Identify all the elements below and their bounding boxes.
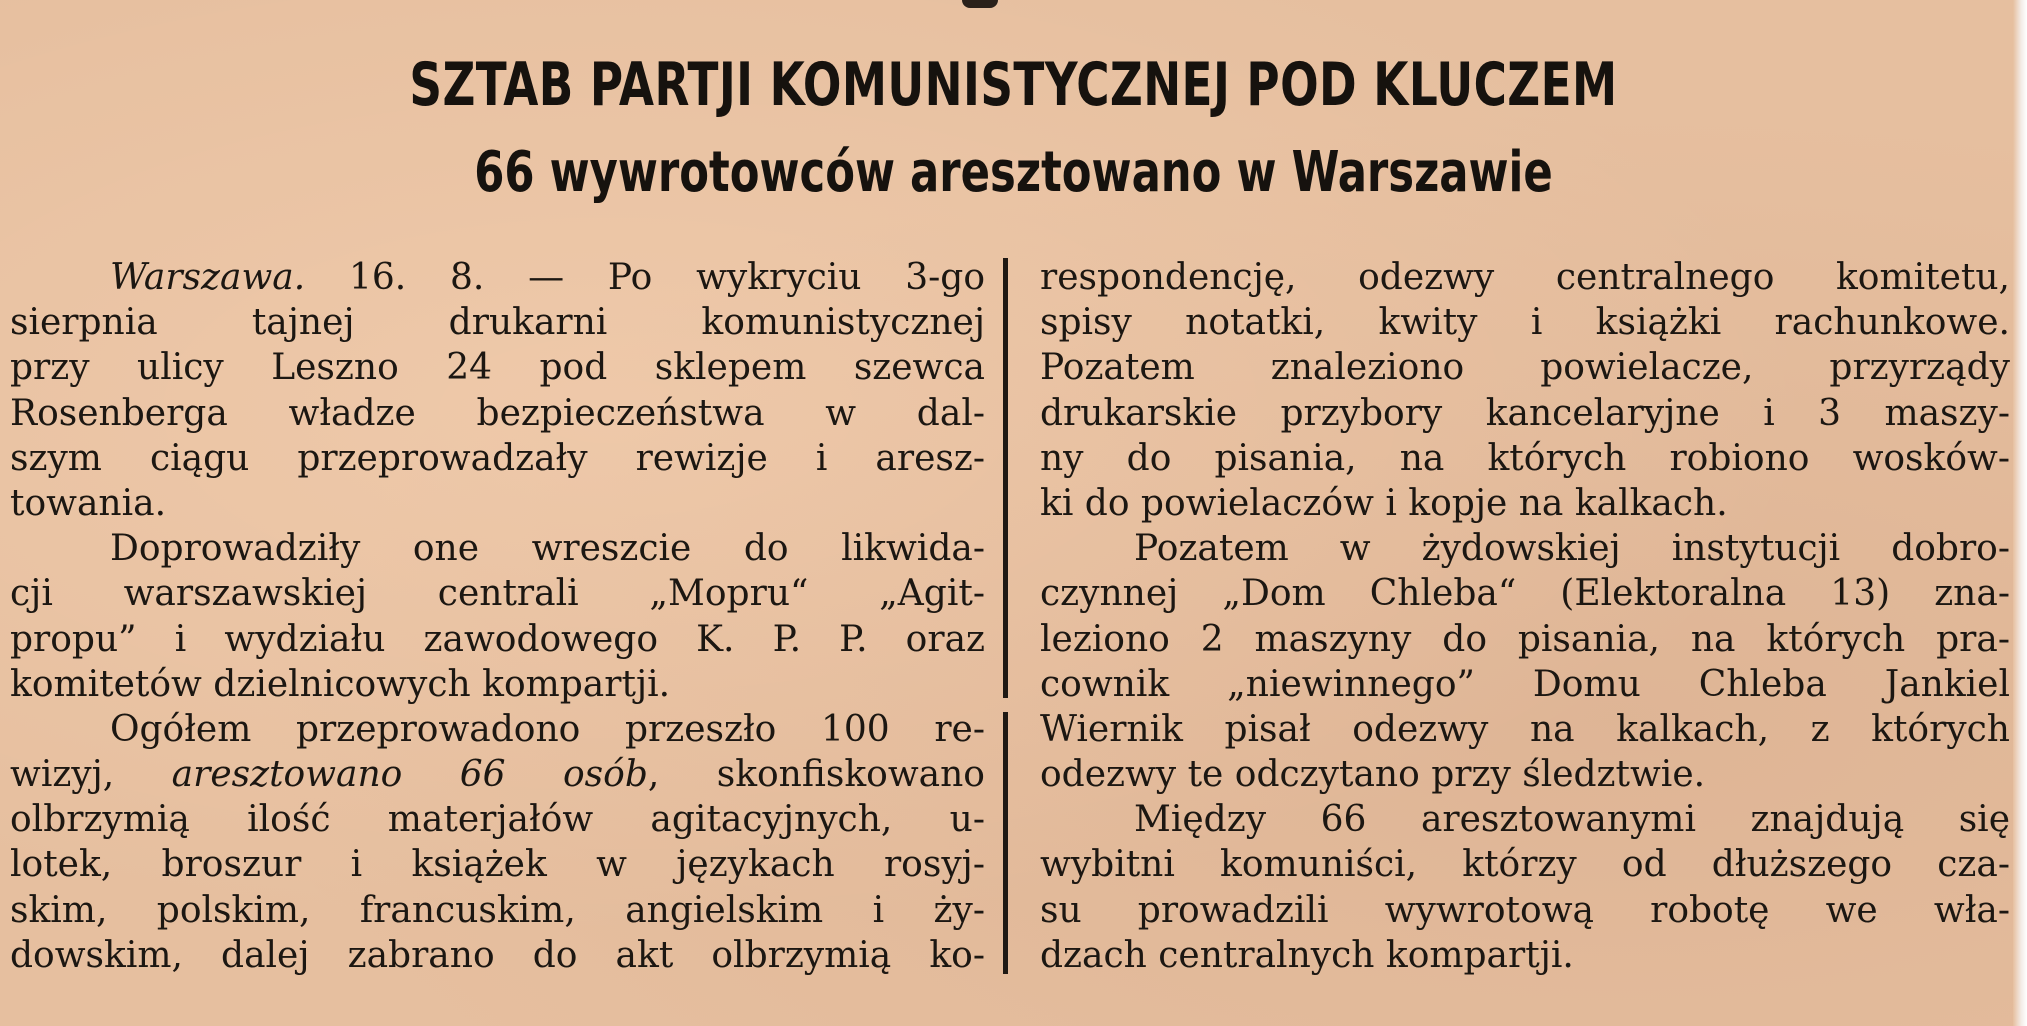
text-line: wizyj, aresztowano 66 osób, skonfiskowano xyxy=(10,754,985,796)
text-line: olbrzymią ilość materjałów agitacyjnych, u- xyxy=(10,799,985,841)
text-line: Rosenberga władze bezpieczeństwa w dal- xyxy=(10,392,985,434)
headline-subtitle: 66 wywrotowców aresztowano w Warszawie xyxy=(474,140,1553,205)
page-edge xyxy=(2013,0,2027,1026)
print-mark xyxy=(962,0,998,8)
text-line: spisy notatki, kwity i książki rachunkowe. xyxy=(1040,302,2010,344)
text-line: propu” i wydziału zawodowego K. P. P. oraz xyxy=(10,618,985,660)
text-line: odezwy te odczytano przy śledztwie. xyxy=(1040,754,1706,796)
article-column-right xyxy=(1040,255,2010,978)
emphasis-text: aresztowano 66 osób xyxy=(171,754,648,796)
text-line: skim, polskim, francuskim, angielskim i ży- xyxy=(10,889,985,931)
text-line: dowskim, dalej zabrano do akt olbrzymią ko- xyxy=(10,934,985,976)
headline-title: SZTAB PARTJI KOMUNISTYCZNEJ POD KLUCZEM xyxy=(409,50,1618,120)
text-line: czynnej „Dom Chleba“ (Elektoralna 13) zna- xyxy=(1040,573,2010,615)
text-line: su prowadzili wywrotową robotę we wła- xyxy=(1040,889,2010,931)
column-divider xyxy=(1003,712,1008,974)
text-line: Doprowadziły one wreszcie do likwida- xyxy=(110,528,985,570)
text-line: leziono 2 maszyny do pisania, na których pra- xyxy=(1040,618,2010,660)
dateline-place: Warszawa. xyxy=(110,257,306,298)
text-line: towania. xyxy=(10,482,167,524)
text-line: wybitni komuniści, którzy od dłuższego cza- xyxy=(1040,844,2010,886)
text-line: komitetów dzielnicowych kompartji. xyxy=(10,663,671,705)
article-column-left xyxy=(10,255,985,978)
text-line: lotek, broszur i książek w językach rosyj- xyxy=(10,844,985,886)
text-line: cji warszawskiej centrali „Mopru“ „Agit- xyxy=(10,573,985,615)
text-line: Warszawa. 16. 8. — Po wykryciu 3-go xyxy=(110,257,985,298)
text-line: sierpnia tajnej drukarni komunistycznej xyxy=(10,302,985,344)
text-line: ny do pisania, na których robiono wosków- xyxy=(1040,437,2010,479)
text-line: Pozatem w żydowskiej instytucji dobro- xyxy=(1134,528,2010,570)
text-line: dzach centralnych kompartji. xyxy=(1040,934,1574,976)
text-line: Pozatem znaleziono powielacze, przyrządy xyxy=(1040,347,2010,389)
text-line: respondencję, odezwy centralnego komitetu, xyxy=(1040,257,2010,298)
text-line: cownik „niewinnego” Domu Chleba Jankiel xyxy=(1040,663,2010,705)
text-line: drukarskie przybory kancelaryjne i 3 maszy- xyxy=(1040,392,2010,434)
column-divider xyxy=(1003,258,1008,698)
text-line: szym ciągu przeprowadzały rewizje i aresz- xyxy=(10,437,985,479)
text-line: Wiernik pisał odezwy na kalkach, z których xyxy=(1040,708,2010,750)
text-line: ki do powielaczów i kopje na kalkach. xyxy=(1040,482,1728,524)
text-line: Między 66 aresztowanymi znajdują się xyxy=(1134,799,2010,841)
text-line: Ogółem przeprowadono przeszło 100 re- xyxy=(110,708,985,750)
text-line: przy ulicy Leszno 24 pod sklepem szewca xyxy=(10,347,985,389)
